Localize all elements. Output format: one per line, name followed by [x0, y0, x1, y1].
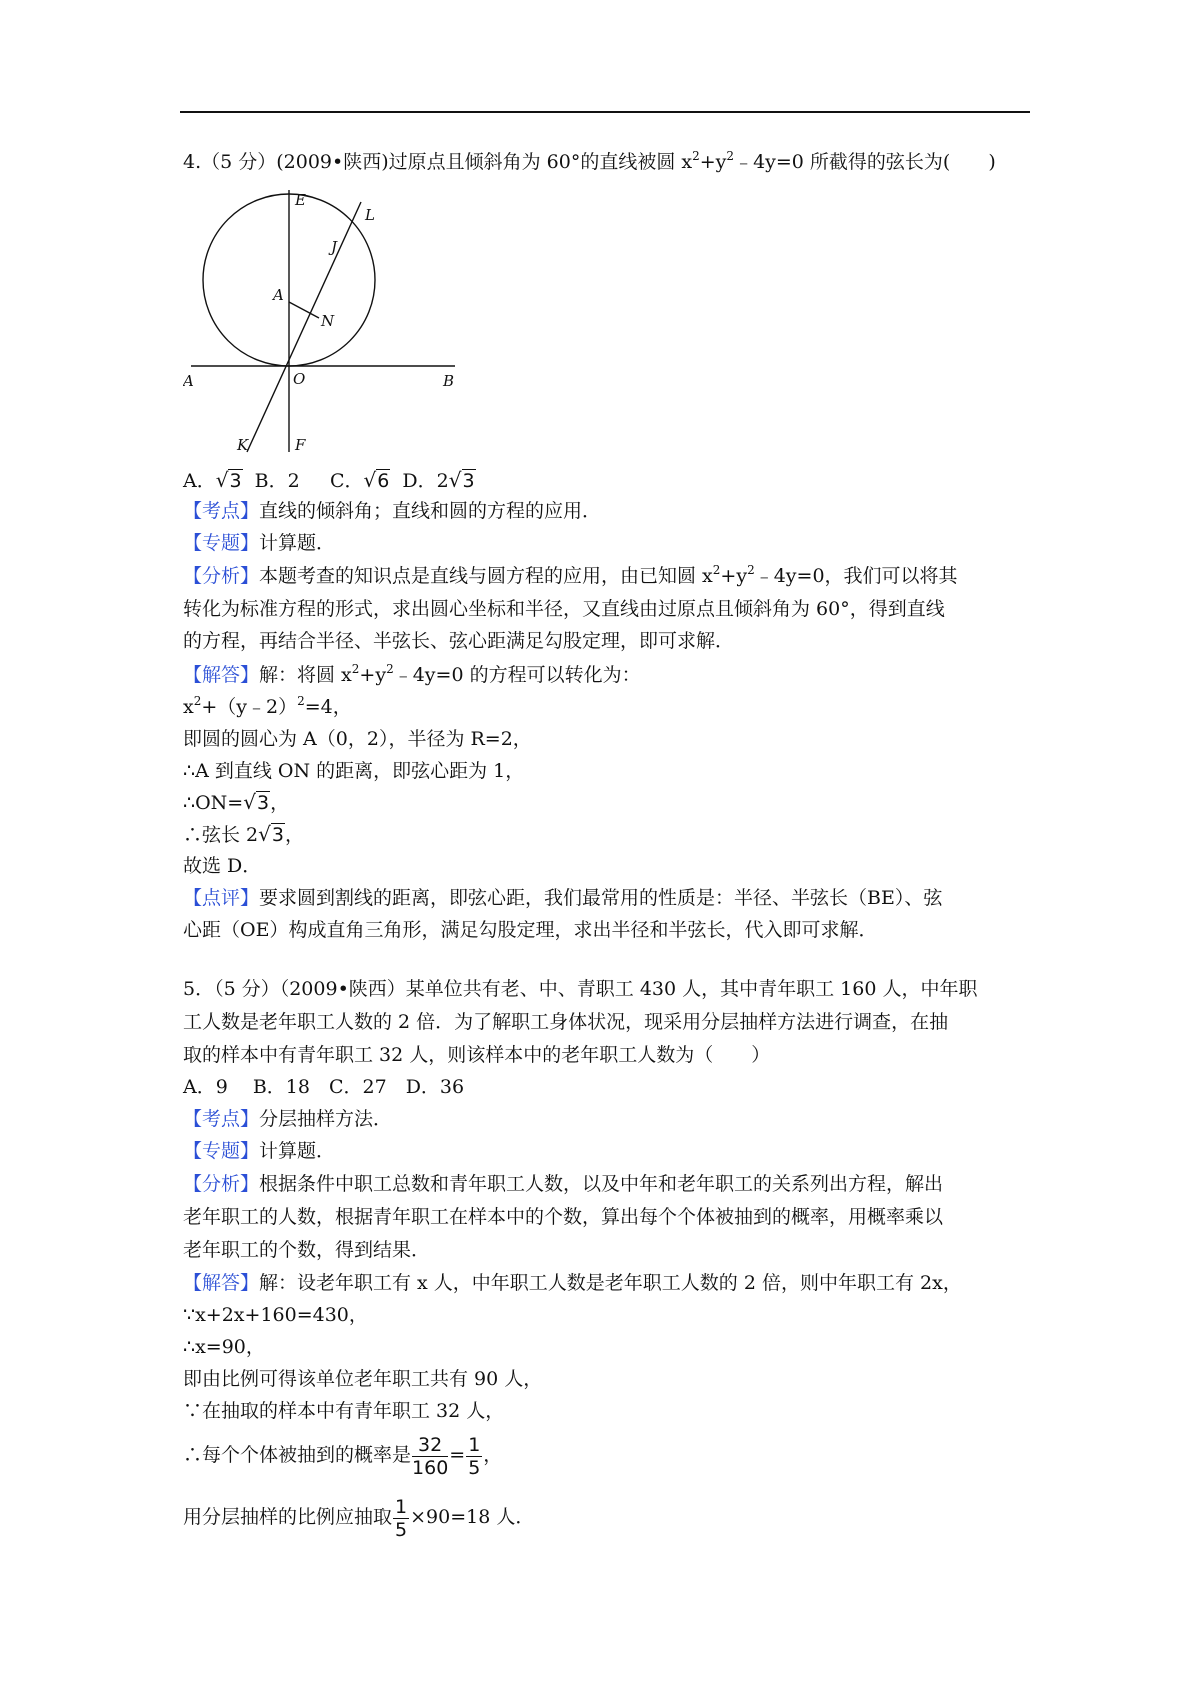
q5-jieda-line1: 【解答】解：设老年职工有 x 人，中年职工人数是老年职工人数的 2 倍，则中年职工有 2x， [183, 1272, 962, 1294]
q5-fenxi-line2: 老年职工的人数，根据青年职工在样本中的个数，算出每个个体被抽到的概率，用概率乘以 [183, 1206, 944, 1228]
q4-jieda-line2: $x^2+(y﹣2)^2=4$， [183, 694, 352, 718]
q5-jieda-line7: 用分层抽样的比例应抽取 $\frac{1}{5}$ ×90=18 人． [183, 1495, 535, 1541]
line-kl [247, 202, 361, 452]
q4-stem: 4.（5 分）(2009•陕西)过原点且倾斜角为 60°的直线被圆 $x^2+y^2﹣4y=0$ 所截得的弦长为( ) [183, 149, 996, 173]
q4-zhuanti: 【专题】计算题． [183, 532, 336, 554]
q4-kaodian: 【考点】直线的倾斜角；直线和圆的方程的应用． [183, 500, 602, 522]
q4-jieda-line4: ∴A 到直线 ON 的距离，即弦心距为 1， [183, 760, 525, 782]
label-o: O [293, 370, 306, 388]
fraction-1-5: $\frac{1}{5}$ [468, 1433, 481, 1479]
q4-jieda-line5: ∴ON=√3， [183, 790, 290, 814]
q4-fenxi-line3: 的方程，再结合半径、半弦长、弦心距满足勾股定理，即可求解． [183, 630, 735, 652]
q4-fenxi-line2: 转化为标准方程的形式，求出圆心坐标和半径，又直线由过原点且倾斜角为 60°，得到直线 [183, 598, 945, 620]
q4-dianping-line2: 心距（OE）构成直角三角形，满足勾股定理，求出半径和半弦长，代入即可求解． [183, 919, 878, 941]
label-f: F [295, 436, 306, 454]
q4-jieda-line7: 故选 D． [183, 855, 262, 877]
label-a-center: A [273, 286, 284, 304]
q5-kaodian: 【考点】分层抽样方法． [183, 1108, 393, 1130]
q5-jieda-line5: ∵在抽取的样本中有青年职工 32 人， [183, 1400, 505, 1422]
q5-stem-line1: 5．（5 分）（2009•陕西）某单位共有老、中、青职工 430 人，其中青年职工 160 人，中年职 [183, 978, 978, 1000]
label-b: B [443, 372, 455, 390]
q5-jieda-line4: 即由比例可得该单位老年职工共有 90 人， [183, 1368, 543, 1390]
label-n: N [321, 312, 335, 330]
q4-jieda-line3: 即圆的圆心为 A（0，2），半径为 R=2， [183, 728, 532, 750]
header-rule [180, 111, 1030, 113]
label-k: K [237, 436, 249, 454]
label-e: E [295, 191, 306, 209]
q5-fenxi-line1: 【分析】根据条件中职工总数和青年职工人数，以及中年和老年职工的关系列出方程，解出 [183, 1173, 944, 1195]
q4-choices: A．√3 B．2 C．√6 D．2√3 [183, 468, 475, 492]
q5-choices: A．9 B．18 C．27 D．36 [183, 1076, 465, 1098]
fraction-32-160: $\frac{32}{160}$ [412, 1433, 449, 1479]
q4-figure [183, 186, 463, 458]
q5-stem-line2: 工人数是老年职工人数的 2 倍．为了解职工身体状况，现采用分层抽样方法进行调查，在抽 [183, 1011, 949, 1033]
q5-zhuanti: 【专题】计算题． [183, 1140, 336, 1162]
label-j: J [331, 238, 338, 256]
q4-jieda-line6: ∴弦长 2√3， [183, 822, 304, 846]
q4-jieda-line1: 【解答】解：将圆 $x^2+y^2﹣4y=0$ 的方程可以转化为： [183, 662, 641, 686]
q5-jieda-line3: ∴x=90， [183, 1336, 265, 1358]
label-a-left: A [183, 372, 194, 390]
q5-jieda-line2: ∵x+2x+160=430， [183, 1304, 368, 1326]
q4-dianping-line1: 【点评】要求圆到割线的距离，即弦心距，我们最常用的性质是：半径、半弦长（BE）、弦 [183, 887, 943, 909]
q5-fenxi-line3: 老年职工的个数，得到结果． [183, 1239, 431, 1261]
q4-fenxi-line1: 【分析】本题考查的知识点是直线与圆方程的应用，由已知圆 $x^2+y^2﹣4y=0$，我们可以将其 [183, 563, 958, 587]
q5-stem-line3: 取的样本中有青年职工 32 人，则该样本中的老年职工人数为（ ） [183, 1044, 771, 1066]
q5-jieda-line6: ∴每个个体被抽到的概率是 $\frac{32}{160}$ = $\frac{1}{5}$ ， [183, 1433, 503, 1479]
fraction-1-5-b: $\frac{1}{5}$ [395, 1495, 408, 1541]
label-l: L [365, 206, 375, 224]
